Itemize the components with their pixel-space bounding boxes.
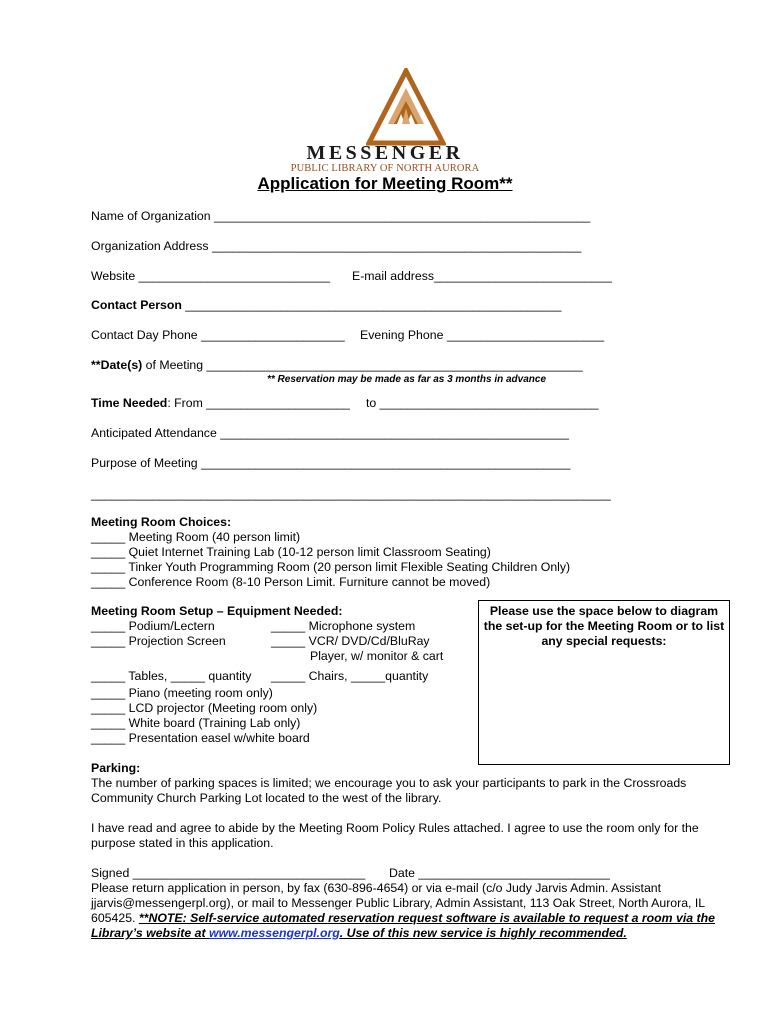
lcd-option[interactable]: _____ LCD projector (Meeting room only): [91, 701, 318, 715]
dates-field[interactable]: [91, 358, 583, 373]
purpose-field-line2[interactable]: ____________________________________________________________________________: [91, 487, 611, 501]
vcr-option[interactable]: _____ VCR/ DVD/Cd/BluRay: [271, 634, 430, 648]
room-choice-item[interactable]: _____ Quiet Internet Training Lab (10-12 person limit Classroom Seating): [91, 545, 491, 559]
library-logo: [366, 68, 446, 146]
whiteboard-option[interactable]: _____ White board (Training Lab only): [91, 716, 301, 730]
room-choice-item[interactable]: _____ Meeting Room (40 person limit): [91, 530, 301, 544]
contact-person-label: Contact Person: [91, 298, 182, 312]
contact-person-field[interactable]: [91, 298, 561, 313]
microphone-option[interactable]: _____ Microphone system: [271, 619, 416, 633]
org-name-field[interactable]: Name of Organization _______________________________________________________: [91, 209, 591, 223]
projection-option[interactable]: _____ Projection Screen: [91, 634, 226, 648]
piano-option[interactable]: _____ Piano (meeting room only): [91, 686, 273, 700]
org-address-field[interactable]: Organization Address ______________________________________________________: [91, 239, 582, 253]
dates-line: of Meeting _______________________________________________________: [142, 358, 583, 372]
podium-option[interactable]: _____ Podium/Lectern: [91, 619, 215, 633]
time-from-line: : From _____________________: [167, 396, 350, 410]
self-service-note: [91, 911, 715, 940]
setup-heading: Meeting Room Setup – Equipment Needed:: [91, 604, 343, 618]
contact-person-line: _______________________________________________________: [181, 298, 562, 312]
evening-phone-field[interactable]: Evening Phone _______________________: [360, 328, 605, 342]
return-info: [91, 881, 731, 941]
time-needed-label: Time Needed: [91, 396, 168, 410]
time-to-field[interactable]: to ________________________________: [366, 396, 599, 410]
day-phone-field[interactable]: Contact Day Phone _____________________: [91, 328, 345, 342]
parking-heading: Parking:: [91, 761, 141, 775]
chairs-option[interactable]: _____ Chairs, _____quantity: [271, 669, 429, 683]
dates-label: **Date(s): [91, 358, 143, 372]
room-choice-item[interactable]: _____ Tinker Youth Programming Room (20 person limit Flexible Seating Children Only): [91, 560, 571, 574]
easel-option[interactable]: _____ Presentation easel w/white board: [91, 731, 310, 745]
attendance-field[interactable]: Anticipated Attendance ___________________________________________________: [91, 426, 569, 440]
purpose-field[interactable]: Purpose of Meeting ______________________________________________________: [91, 456, 571, 470]
time-from-field[interactable]: [91, 396, 350, 411]
reservation-note: ** Reservation may be made as far as 3 months in advance: [267, 374, 547, 385]
tables-option[interactable]: _____ Tables, _____ quantity: [91, 669, 252, 683]
email-field[interactable]: E-mail address__________________________: [352, 269, 612, 283]
room-choice-item[interactable]: _____ Conference Room (8-10 Person Limit. Furniture cannot be moved): [91, 575, 491, 589]
page-title: Application for Meeting Room**: [257, 174, 513, 193]
org-subtitle: PUBLIC LIBRARY OF NORTH AURORA: [290, 163, 480, 174]
org-name: MESSENGER: [306, 142, 464, 164]
note-suffix: . Use of this new service is highly recommended.: [339, 926, 627, 940]
return-info-text: Please return application in person, by fax (630-896-4654) or via e-mail (c/o Judy Jarvis Admin. Assistant jjarvis@messengerpl.org), or mail to Messenger Public Library, Admin Assistant, 113 Oak Street, North Aurora, IL 605425.: [91, 881, 705, 925]
date-field[interactable]: Date ____________________________: [389, 866, 610, 880]
website-field[interactable]: Website ____________________________: [91, 269, 331, 283]
agreement-text: I have read and agree to abide by the Meeting Room Policy Rules attached. I agree to use the room only for the purpose stated in this application.: [91, 821, 699, 850]
vcr-option-line2: Player, w/ monitor & cart: [310, 649, 444, 663]
parking-text: The number of parking spaces is limited; we encourage you to ask your participants to park in the Crossroads Community Church Parking Lot located to the west of the library.: [91, 776, 687, 805]
signature-field[interactable]: Signed __________________________________: [91, 866, 366, 880]
diagram-prompt: Please use the space below to diagram the set-up for the Meeting Room or to list any special requests:: [483, 604, 725, 648]
note-prefix: **NOTE: Self-service automated reservation request software is available to request a room via the Library’s website at: [91, 911, 715, 940]
room-choices-heading: Meeting Room Choices:: [91, 515, 232, 529]
website-link[interactable]: www.messengerpl.org: [209, 926, 340, 940]
